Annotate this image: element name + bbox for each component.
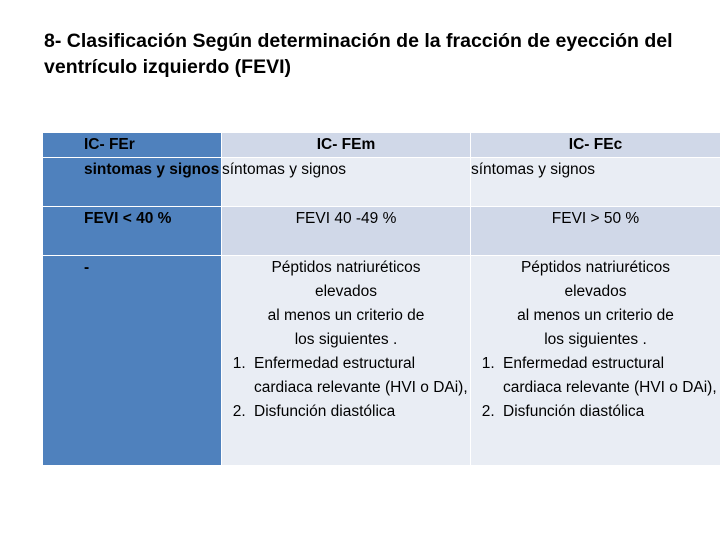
table-row-symptoms <box>43 158 720 207</box>
symptoms-fec: síntomas y signos <box>471 158 720 207</box>
fevi-fec: FEVI > 50 % <box>471 207 720 256</box>
peptides-fer: - <box>43 256 222 466</box>
header-fem: IC- FEm <box>222 133 471 158</box>
peptides-line: elevados <box>564 283 627 300</box>
table-row-peptides <box>43 256 720 466</box>
fevi-fem: FEVI 40 -49 % <box>222 207 471 256</box>
criterion-item: 2. Disfunción diastólica <box>250 400 470 424</box>
peptides-line: los siguientes . <box>544 331 647 348</box>
peptides-line: al menos un criterio de <box>517 307 674 324</box>
slide-title: 8- Clasificación Según determinación de la fracción de eyección del ventrículo izquierdo (FEVI) <box>44 30 673 78</box>
peptides-fem <box>222 256 471 466</box>
symptoms-fem: síntomas y signos <box>222 158 471 207</box>
header-fec: IC- FEc <box>471 133 720 158</box>
criterion-item: 2. Disfunción diastólica <box>499 400 720 424</box>
peptides-line: Péptidos natriuréticos <box>520 259 671 276</box>
classification-table <box>42 132 720 466</box>
symptoms-fer: sintomas y signos <box>43 158 222 207</box>
criterion-item: 1. Enfermedad estructural cardiaca relevante (HVI o DAi), <box>250 352 470 400</box>
table-row-fevi <box>43 207 720 256</box>
peptides-line: elevados <box>314 283 378 300</box>
header-fer: IC- FEr <box>43 133 222 158</box>
peptides-line: al menos un criterio de <box>267 307 425 324</box>
peptides-line: Péptidos natriuréticos <box>271 259 421 276</box>
criterion-item: 1. Enfermedad estructural cardiaca relevante (HVI o DAi), <box>499 352 720 400</box>
peptides-fec <box>471 256 720 466</box>
criteria-list <box>222 352 470 424</box>
table-row-header <box>43 133 720 158</box>
criteria-list <box>471 352 720 424</box>
peptides-line: los siguientes . <box>294 331 398 348</box>
fevi-fer: FEVI < 40 % <box>43 207 222 256</box>
